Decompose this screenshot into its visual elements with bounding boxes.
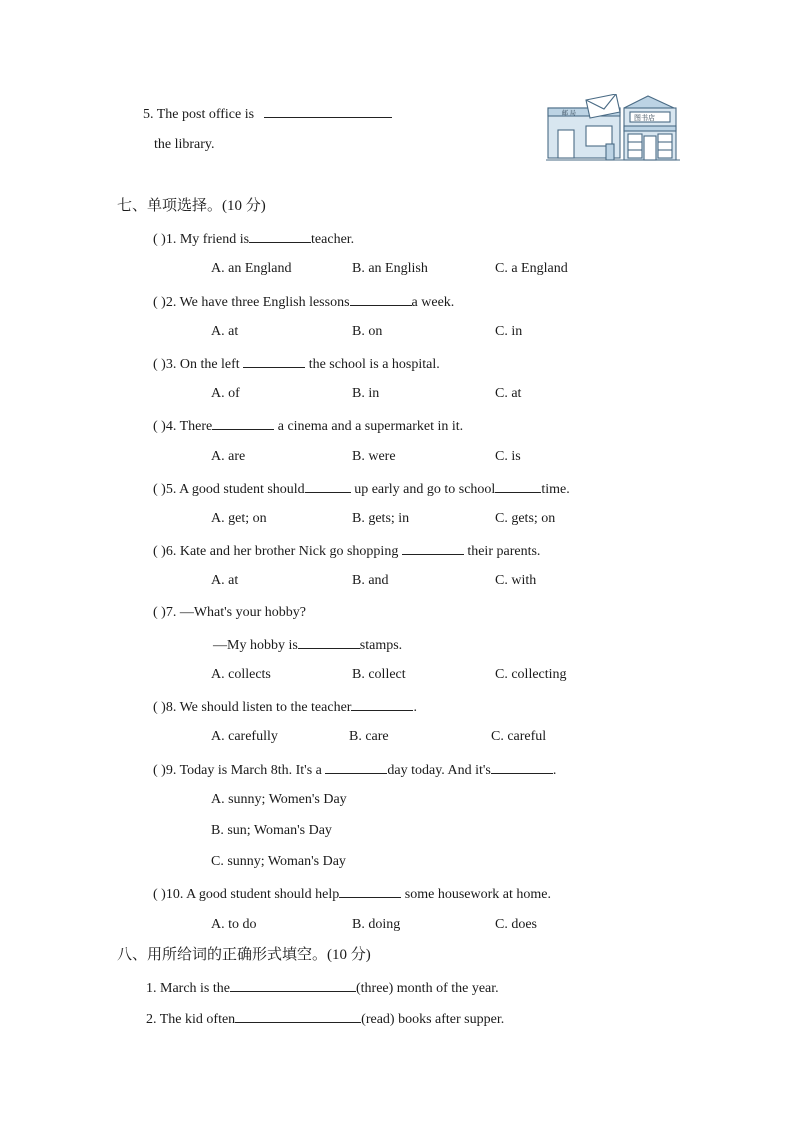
question-3: ( )3. On the left the school is a hospital. xyxy=(153,354,440,374)
answer-blank[interactable] xyxy=(350,292,412,306)
option-a[interactable]: A. sunny; Women's Day xyxy=(211,792,347,807)
answer-paren[interactable]: ( ) xyxy=(153,544,166,559)
section-7-title: 七、单项选择。(10 分) xyxy=(117,198,266,214)
answer-paren[interactable]: ( ) xyxy=(153,605,166,620)
option-b[interactable]: B. care xyxy=(349,729,389,744)
option-a[interactable]: A. an England xyxy=(211,261,292,276)
fill-item-2: 2. The kid often (read) books after supper. xyxy=(146,1009,504,1029)
option-c[interactable]: C. gets; on xyxy=(495,511,556,526)
section-8-title: 八、用所给词的正确形式填空。(10 分) xyxy=(117,947,371,963)
option-b[interactable]: B. sun; Woman's Day xyxy=(211,823,332,838)
option-b[interactable]: B. in xyxy=(352,386,380,401)
option-a[interactable]: A. collects xyxy=(211,667,271,682)
answer-paren[interactable]: ( ) xyxy=(153,887,166,902)
answer-paren[interactable]: ( ) xyxy=(153,482,166,497)
option-c[interactable]: C. does xyxy=(495,917,537,932)
option-b[interactable]: B. collect xyxy=(352,667,406,682)
answer-paren[interactable]: ( ) xyxy=(153,232,166,247)
question-5-text: 5. The post office is xyxy=(143,107,255,122)
answer-blank[interactable] xyxy=(230,978,356,992)
answer-paren[interactable]: ( ) xyxy=(153,700,166,715)
fill-item-1: 1. March is the (three) month of the year. xyxy=(146,978,499,998)
option-a[interactable]: A. at xyxy=(211,324,239,339)
answer-paren[interactable]: ( ) xyxy=(153,763,166,778)
question-5-line2: the library. xyxy=(154,137,215,152)
option-b[interactable]: B. and xyxy=(352,573,389,588)
option-a[interactable]: A. are xyxy=(211,449,246,464)
answer-blank[interactable] xyxy=(305,479,351,493)
option-a[interactable]: A. carefully xyxy=(211,729,278,744)
answer-blank[interactable] xyxy=(264,104,392,118)
option-c[interactable]: C. sunny; Woman's Day xyxy=(211,854,346,869)
option-a[interactable]: A. get; on xyxy=(211,511,267,526)
option-c[interactable]: C. at xyxy=(495,386,522,401)
option-c[interactable]: C. in xyxy=(495,324,523,339)
answer-blank[interactable] xyxy=(402,541,464,555)
question-1: ( )1. My friend is teacher. xyxy=(153,229,354,249)
option-c[interactable]: C. careful xyxy=(491,729,547,744)
option-b[interactable]: B. an English xyxy=(352,261,428,276)
question-10: ( )10. A good student should help some housework at home. xyxy=(153,884,551,904)
option-b[interactable]: B. were xyxy=(352,449,396,464)
answer-blank[interactable] xyxy=(249,229,311,243)
question-5-line1 xyxy=(143,104,392,124)
question-7: ( )7. —What's your hobby? xyxy=(153,605,306,620)
answer-paren[interactable]: ( ) xyxy=(153,357,166,372)
answer-blank[interactable] xyxy=(351,697,413,711)
option-a[interactable]: A. to do xyxy=(211,917,257,932)
answer-blank[interactable] xyxy=(212,416,274,430)
option-c[interactable]: C. collecting xyxy=(495,667,567,682)
option-b[interactable]: B. on xyxy=(352,324,383,339)
answer-blank[interactable] xyxy=(235,1009,361,1023)
answer-blank[interactable] xyxy=(495,479,541,493)
answer-paren[interactable]: ( ) xyxy=(153,419,166,434)
bookstore-sign: 图书店 xyxy=(634,114,655,122)
option-a[interactable]: A. at xyxy=(211,573,239,588)
post-office-bookstore-illustration xyxy=(546,94,682,166)
answer-blank[interactable] xyxy=(243,354,305,368)
answer-blank[interactable] xyxy=(339,884,401,898)
answer-blank[interactable] xyxy=(491,760,553,774)
option-c[interactable]: C. a England xyxy=(495,261,568,276)
option-b[interactable]: B. gets; in xyxy=(352,511,410,526)
question-2: ( )2. We have three English lessons a week. xyxy=(153,292,454,312)
option-a[interactable]: A. of xyxy=(211,386,240,401)
question-6: ( )6. Kate and her brother Nick go shopping their parents. xyxy=(153,541,540,561)
answer-paren[interactable]: ( ) xyxy=(153,295,166,310)
question-5: ( )5. A good student should up early and go to school time. xyxy=(153,479,570,499)
answer-blank[interactable] xyxy=(298,635,360,649)
question-9: ( )9. Today is March 8th. It's a day today. And it's . xyxy=(153,760,556,780)
option-c[interactable]: C. with xyxy=(495,573,537,588)
answer-blank[interactable] xyxy=(325,760,387,774)
question-7-line2: —My hobby is stamps. xyxy=(213,635,402,655)
option-c[interactable]: C. is xyxy=(495,449,521,464)
option-b[interactable]: B. doing xyxy=(352,917,401,932)
post-office-sign: 邮 局 xyxy=(562,110,576,117)
question-8: ( )8. We should listen to the teacher . xyxy=(153,697,417,717)
question-4: ( )4. There a cinema and a supermarket in it. xyxy=(153,416,463,436)
